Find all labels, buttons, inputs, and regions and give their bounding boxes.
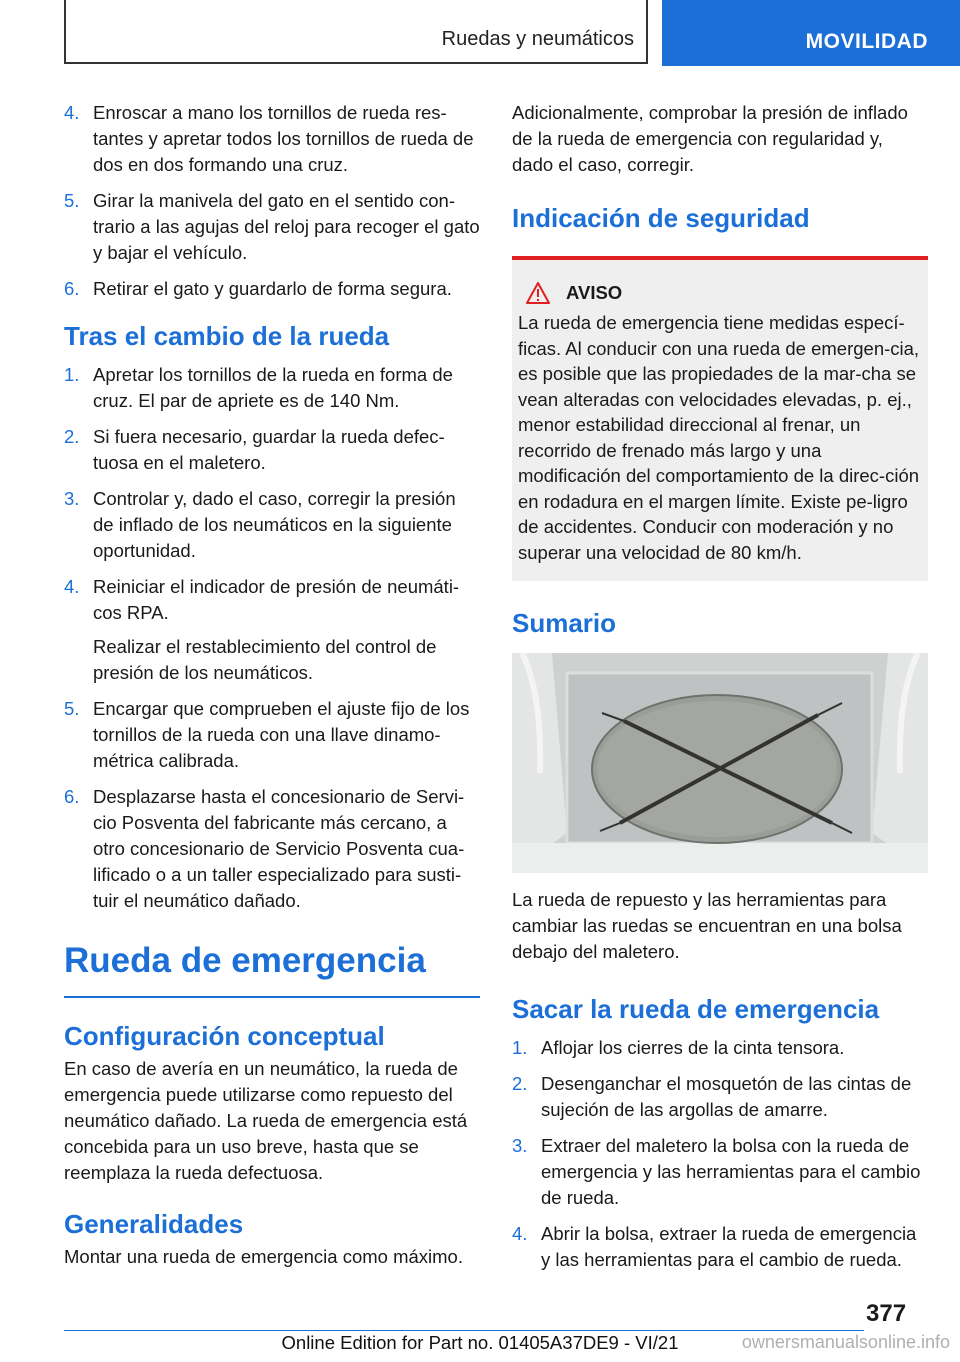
page-header xyxy=(0,0,960,66)
step-text: Apretar los tornillos de la rueda en forma de cruz. El par de apriete es de 140 Nm. xyxy=(93,364,453,411)
warning-label: AVISO xyxy=(566,282,623,303)
chapter-title: MOVILIDAD xyxy=(805,30,928,53)
step-text: Aflojar los cierres de la cinta tensora. xyxy=(541,1037,845,1058)
step-number: 4. xyxy=(64,102,80,123)
step-text: Encargar que comprueben el ajuste fijo de los tornillos de la rueda con una llave dinamo‐métrica calibrada. xyxy=(93,698,470,771)
step-text: Si fuera necesario, guardar la rueda defec‐tuosa en el maletero. xyxy=(93,426,445,473)
safety-heading: Indicación de seguridad xyxy=(512,203,810,233)
summary-text: La rueda de repuesto y las herramientas para cambiar las ruedas se encuentran en una bolsa debajo del maletero. xyxy=(512,889,902,962)
list-item xyxy=(64,486,480,564)
step-number: 2. xyxy=(512,1073,528,1094)
warning-triangle-icon xyxy=(526,282,550,304)
general-heading: Generalidades xyxy=(64,1209,244,1239)
footer-edition-text: Online Edition for Part no. 01405A37DE9 - VI/21 xyxy=(281,1332,679,1353)
list-item xyxy=(64,574,480,686)
right-column xyxy=(512,100,928,1283)
list-item xyxy=(64,100,480,178)
step-text: Girar la manivela del gato en el sentido con‐trario a las agujas del reloj para recoger el gato y bajar el vehículo. xyxy=(93,190,480,263)
page-number: 377 xyxy=(866,1300,907,1327)
list-item xyxy=(64,276,480,302)
chapter-tab xyxy=(662,0,960,66)
list-item xyxy=(512,1035,928,1061)
step-number: 2. xyxy=(64,426,80,447)
concept-heading: Configuración conceptual xyxy=(64,1021,385,1051)
steps-top xyxy=(64,100,480,302)
remove-heading: Sacar la rueda de emergencia xyxy=(512,994,880,1024)
list-item xyxy=(512,1221,928,1273)
footer-watermark: ownersmanualsonline.info xyxy=(741,1332,950,1352)
concept-text: En caso de avería en un neumático, la rueda de emergencia puede utilizarse como repuesto del neumático dañado. La rueda de emergencia está concebida para un uso breve, hasta que se reemplaza la rueda defectuosa. xyxy=(64,1058,468,1183)
section-tab xyxy=(64,0,648,64)
left-column xyxy=(64,100,480,1270)
after-change-heading: Tras el cambio de la rueda xyxy=(64,321,390,351)
list-item xyxy=(512,1133,928,1211)
section-title: Ruedas y neumáticos xyxy=(441,28,634,50)
step-number: 3. xyxy=(512,1135,528,1156)
step-number: 6. xyxy=(64,278,80,299)
step-text: Desplazarse hasta el concesionario de Servi‐cio Posventa del fabricante más cercano, a otro concesionario de Servicio Posventa cua‐lificado o a un taller especializado para susti‐tuir el neumático dañado. xyxy=(93,786,465,911)
step-number: 4. xyxy=(64,576,80,597)
warning-header xyxy=(518,282,922,304)
summary-heading: Sumario xyxy=(512,608,617,638)
step-text: Retirar el gato y guardarlo de forma segura. xyxy=(93,278,452,299)
list-item xyxy=(64,188,480,266)
step-text: Abrir la bolsa, extraer la rueda de emergencia y las herramientas para el cambio de rueda. xyxy=(541,1223,917,1270)
footer-divider xyxy=(64,1330,864,1331)
list-item xyxy=(64,696,480,774)
step-number: 6. xyxy=(64,786,80,807)
warning-text: La rueda de emergencia tiene medidas especí‐ficas. Al conducir con una rueda de emergen‐cia, es posible que las propiedades de la mar‐cha se vean alteradas con velocidades elevadas, p. ej., menor estabilidad direccional al frenar, un recorrido de frenado más largo y una modificación del comportamiento de la direc‐ción en rodadura en el margen límite. Existe pe‐ligro de accidentes. Conducir con moderación y no superar una velocidad de 80 km/h. xyxy=(518,312,920,563)
list-item xyxy=(512,1071,928,1123)
after-change-steps xyxy=(64,362,480,914)
step-number: 4. xyxy=(512,1223,528,1244)
step-number: 5. xyxy=(64,698,80,719)
trunk-spare-wheel-image xyxy=(512,653,928,873)
emergency-wheel-heading: Rueda de emergencia xyxy=(64,940,480,998)
step-text: Desenganchar el mosquetón de las cintas de sujeción de las argollas de amarre. xyxy=(541,1073,912,1120)
step-text: Enroscar a mano los tornillos de rueda res‐tantes y apretar todos los tornillos de rueda de dos en dos formando una cruz. xyxy=(93,102,474,175)
list-item xyxy=(64,424,480,476)
intro-text: Adicionalmente, comprobar la presión de inflado de la rueda de emergencia con regularidad y, dado el caso, corregir. xyxy=(512,102,908,175)
list-item xyxy=(64,362,480,414)
warning-box xyxy=(512,256,928,581)
step-number: 3. xyxy=(64,488,80,509)
step-extra-text: Realizar el restablecimiento del control de presión de los neumáticos. xyxy=(93,636,437,683)
step-number: 1. xyxy=(512,1037,528,1058)
step-number: 1. xyxy=(64,364,80,385)
step-text: Controlar y, dado el caso, corregir la presión de inflado de los neumáticos en la siguiente oportunidad. xyxy=(93,488,456,561)
step-number: 5. xyxy=(64,190,80,211)
list-item xyxy=(64,784,480,914)
remove-steps xyxy=(512,1035,928,1273)
general-text: Montar una rueda de emergencia como máximo. xyxy=(64,1246,463,1267)
step-text: Reiniciar el indicador de presión de neumáti‐cos RPA. xyxy=(93,576,460,623)
step-text: Extraer del maletero la bolsa con la rueda de emergencia y las herramientas para el cambio de rueda. xyxy=(541,1135,921,1208)
